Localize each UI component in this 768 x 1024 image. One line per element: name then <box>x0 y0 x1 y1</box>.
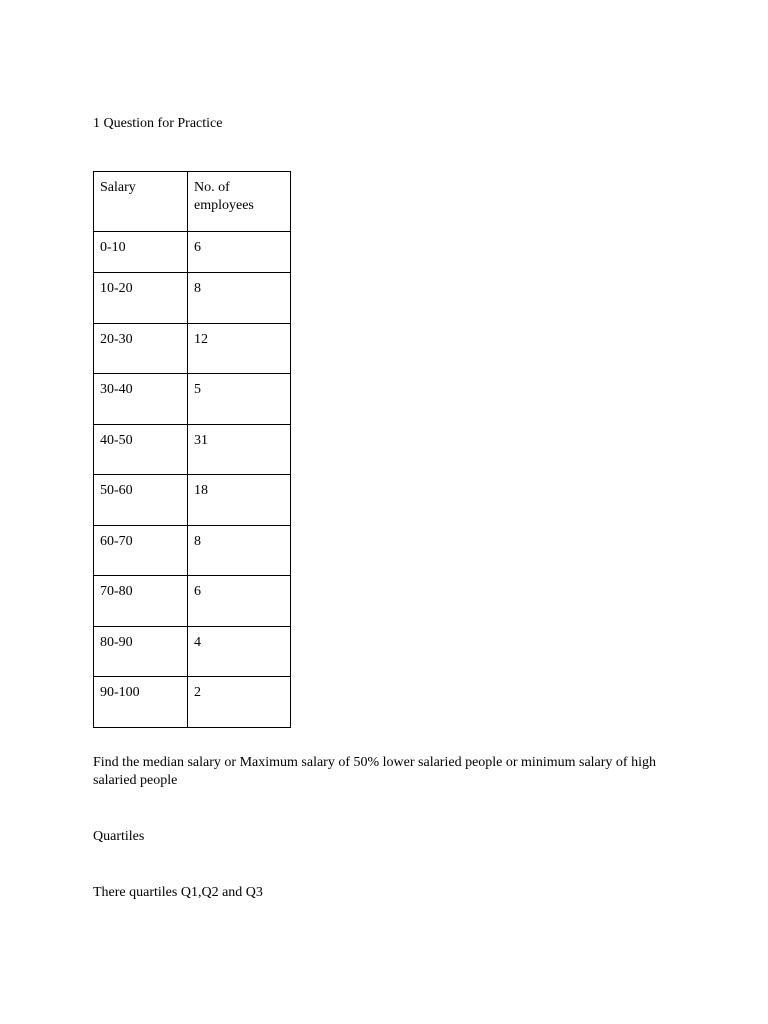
table-row <box>94 424 291 475</box>
employees-cell: 6 <box>188 576 291 627</box>
salary-cell: 80-90 <box>94 626 188 677</box>
salary-cell: 20-30 <box>94 323 188 374</box>
table-row <box>94 323 291 374</box>
salary-cell: 30-40 <box>94 374 188 425</box>
employees-cell: 6 <box>188 232 291 273</box>
column-header-salary: Salary <box>94 172 188 232</box>
employees-cell: 4 <box>188 626 291 677</box>
table-row <box>94 626 291 677</box>
page-heading: 1 Question for Practice <box>93 116 223 131</box>
table-row <box>94 273 291 324</box>
employees-cell: 8 <box>188 273 291 324</box>
table-row <box>94 232 291 273</box>
table-row <box>94 475 291 526</box>
table-header-row <box>94 172 291 232</box>
employees-cell: 8 <box>188 525 291 576</box>
table-row <box>94 525 291 576</box>
table-row <box>94 576 291 627</box>
salary-cell: 0-10 <box>94 232 188 273</box>
salary-cell: 90-100 <box>94 677 188 728</box>
salary-cell: 50-60 <box>94 475 188 526</box>
employees-cell: 2 <box>188 677 291 728</box>
employees-cell: 5 <box>188 374 291 425</box>
quartiles-heading: Quartiles <box>93 829 145 844</box>
employees-cell: 12 <box>188 323 291 374</box>
table-row <box>94 374 291 425</box>
salary-cell: 40-50 <box>94 424 188 475</box>
question-text: Find the median salary or Maximum salary of 50% lower salaried people or minimum salary of high salaried people <box>93 755 656 788</box>
salary-cell: 60-70 <box>94 525 188 576</box>
salary-frequency-table <box>93 171 291 728</box>
employees-cell: 31 <box>188 424 291 475</box>
column-header-employees: No. of employees <box>188 172 291 232</box>
salary-cell: 70-80 <box>94 576 188 627</box>
quartiles-note: There quartiles Q1,Q2 and Q3 <box>93 885 263 900</box>
table-row <box>94 677 291 728</box>
salary-cell: 10-20 <box>94 273 188 324</box>
employees-cell: 18 <box>188 475 291 526</box>
